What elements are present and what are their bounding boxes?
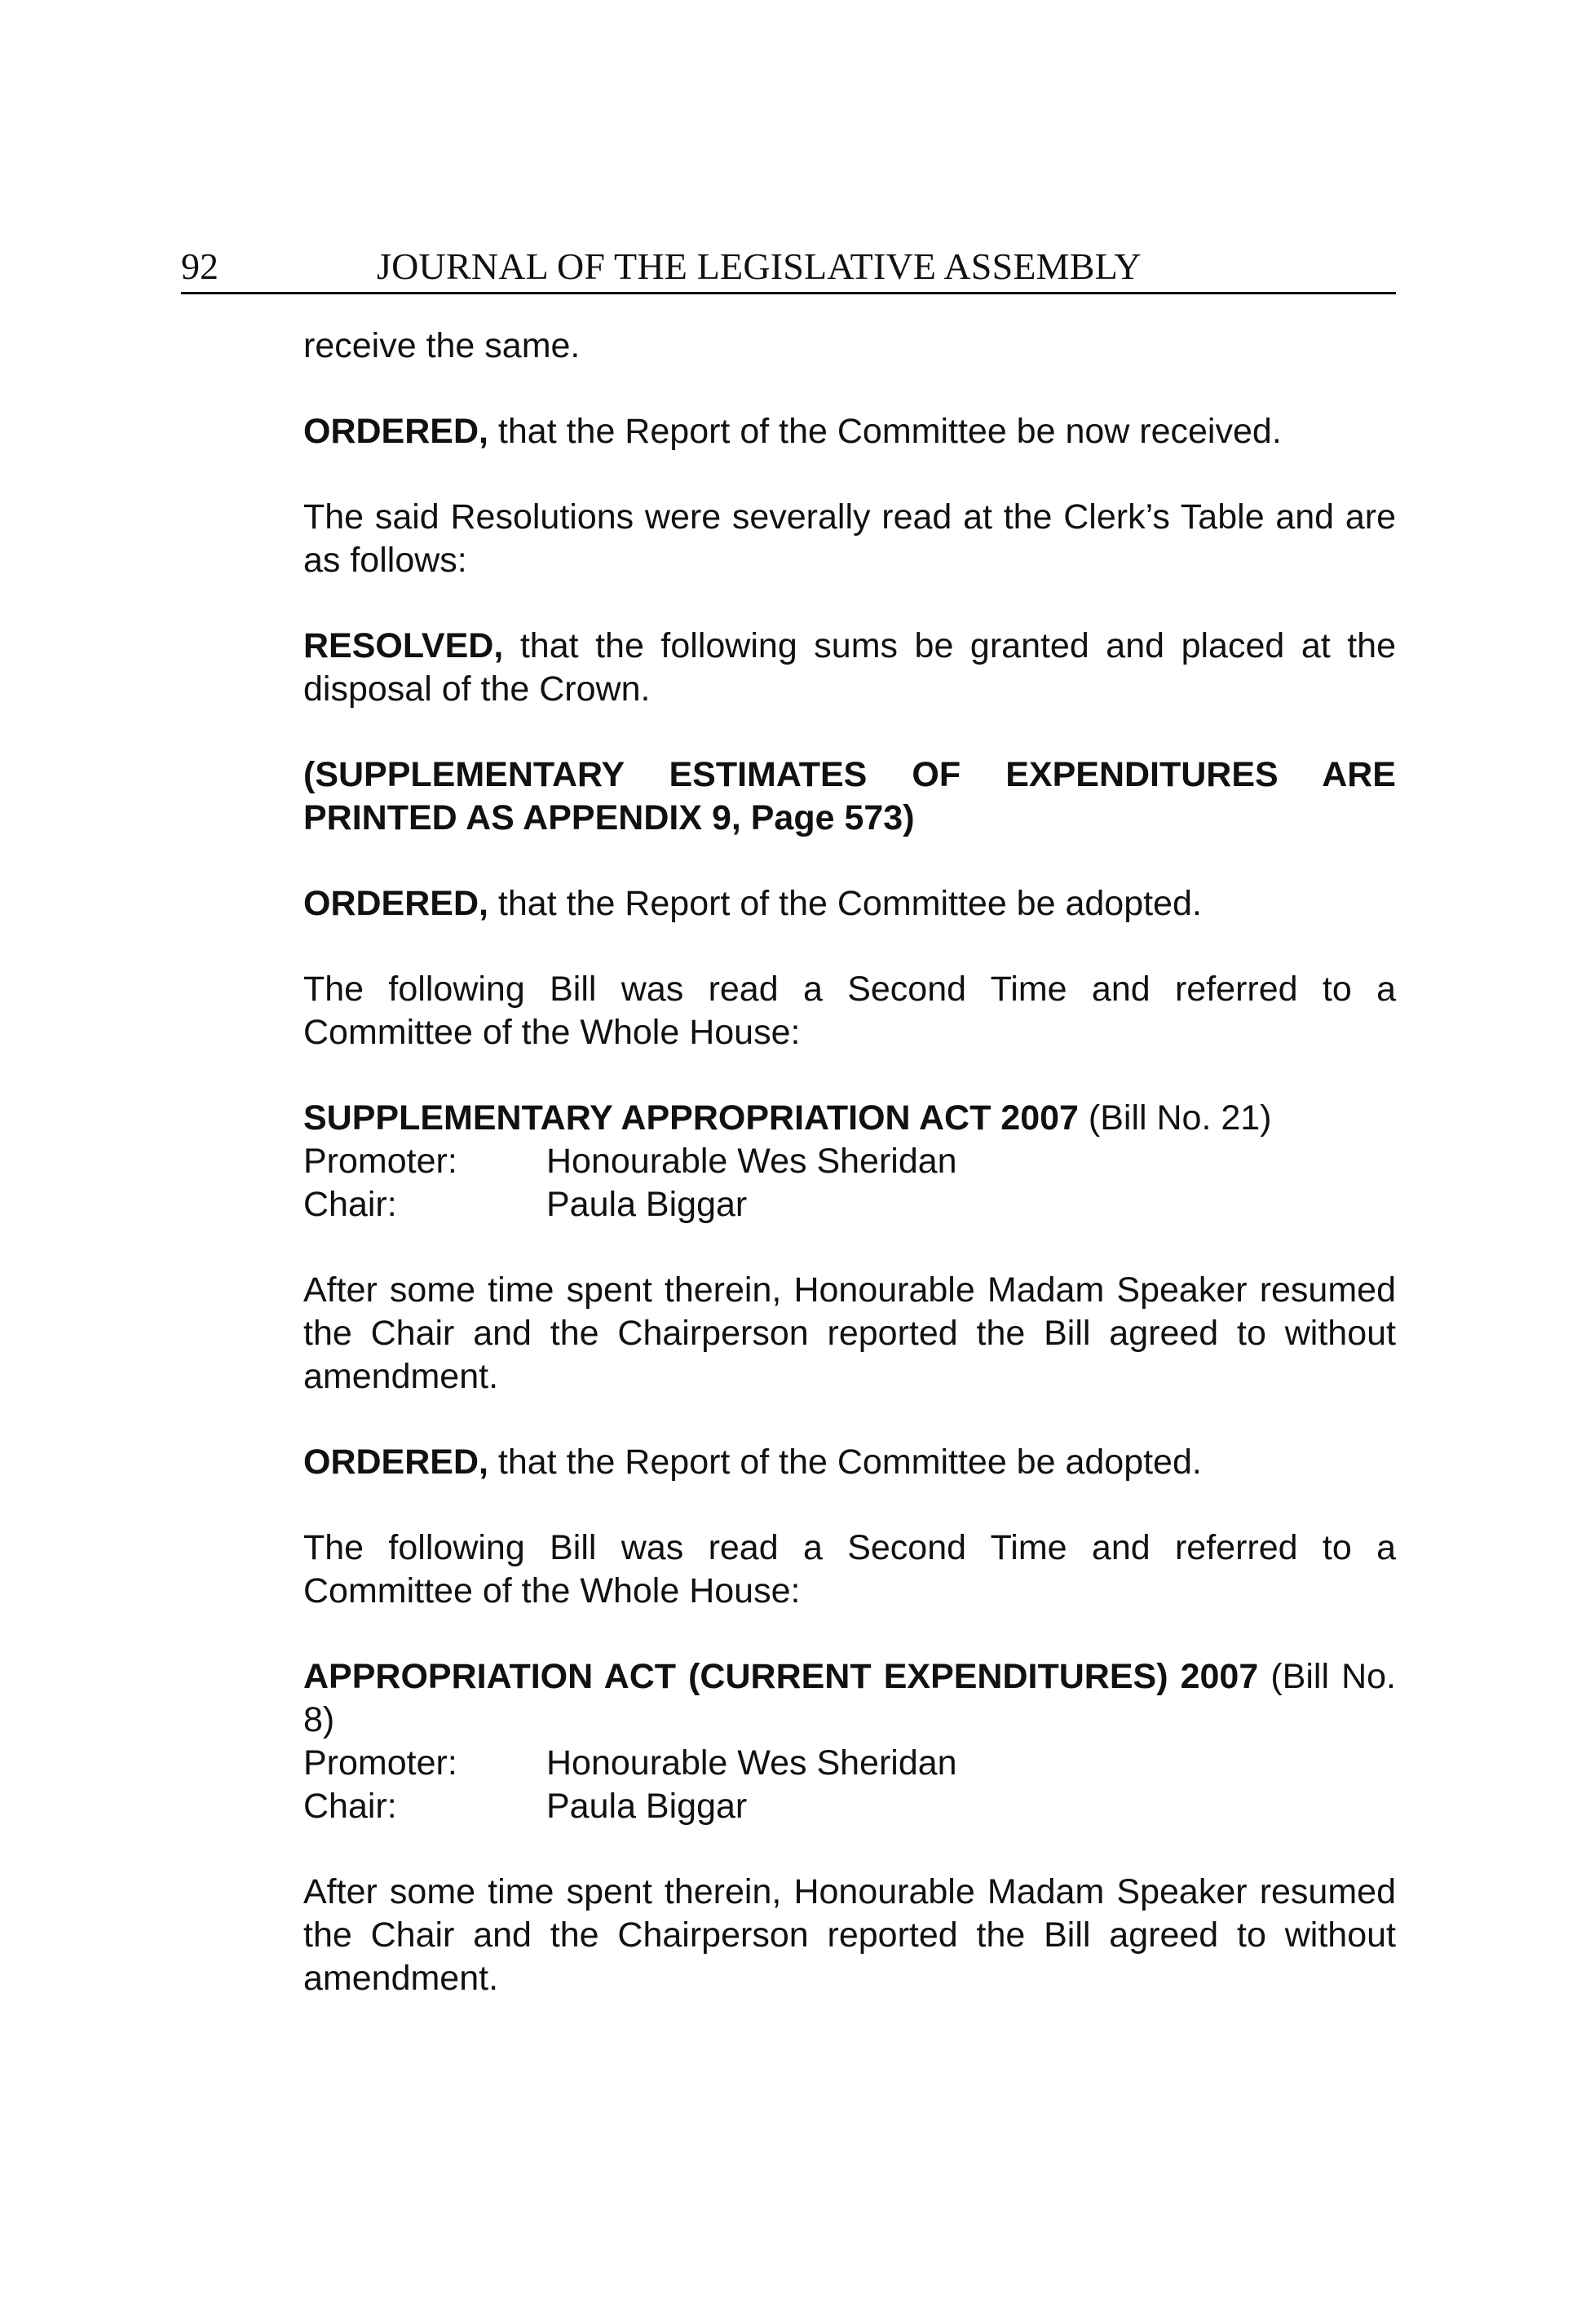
chair-name: Paula Biggar xyxy=(546,1787,748,1826)
journal-body xyxy=(303,325,1396,2043)
bill-appropriation-current xyxy=(303,1655,1396,1828)
ordered-text: that the Report of the Committee be adopted. xyxy=(488,884,1202,923)
ordered-label: ORDERED, xyxy=(303,1443,488,1482)
resolved-text: that the following sums be granted and placed at the disposal of the Crown. xyxy=(303,626,1396,709)
promoter-label: Promoter: xyxy=(303,1142,457,1181)
second-reading-1: The following Bill was read a Second Time and referred to a Committee of the Whole House: xyxy=(303,970,1396,1052)
promoter-label: Promoter: xyxy=(303,1743,457,1783)
promoter-row xyxy=(303,1140,1396,1183)
ordered-adopted-1 xyxy=(303,882,1396,926)
appendix-note-line2: PRINTED AS APPENDIX 9, Page 573) xyxy=(303,798,915,837)
ordered-label: ORDERED, xyxy=(303,412,488,451)
bill-number: (Bill No. 8) xyxy=(303,1657,1396,1739)
bill-supplementary-appropriation xyxy=(303,1097,1396,1226)
bill-title-bold: SUPPLEMENTARY APPROPRIATION ACT 2007 xyxy=(303,1098,1079,1138)
committee-report-1: After some time spent therein, Honourable Madam Speaker resumed the Chair and the Chairperson reported the Bill agreed to without amendment. xyxy=(303,1270,1396,1396)
chair-row xyxy=(303,1785,1396,1828)
promoter-row xyxy=(303,1742,1396,1785)
promoter-name: Honourable Wes Sheridan xyxy=(546,1142,957,1181)
appendix-note-line1: (SUPPLEMENTARY ESTIMATES OF EXPENDITURES ARE xyxy=(303,755,1396,794)
bill-title xyxy=(303,1655,1396,1742)
ordered-text: that the Report of the Committee be now received. xyxy=(488,412,1282,451)
appendix-note xyxy=(303,753,1396,840)
ordered-label: ORDERED, xyxy=(303,884,488,923)
committee-report-2: After some time spent therein, Honourable Madam Speaker resumed the Chair and the Chairperson reported the Bill agreed to without amendment. xyxy=(303,1872,1396,1998)
resolved-paragraph xyxy=(303,625,1396,711)
resolved-label: RESOLVED, xyxy=(303,626,504,665)
page-header xyxy=(181,241,1396,294)
ordered-adopted-2 xyxy=(303,1441,1396,1484)
chair-label: Chair: xyxy=(303,1185,397,1224)
chair-row xyxy=(303,1183,1396,1226)
bill-title-bold: APPROPRIATION ACT (CURRENT EXPENDITURES) 2007 xyxy=(303,1657,1259,1696)
page-number: 92 xyxy=(181,245,219,287)
bill-number: (Bill No. 21) xyxy=(1078,1098,1272,1138)
ordered-received xyxy=(303,410,1396,453)
bill-title xyxy=(303,1097,1396,1140)
paragraph-receive: receive the same. xyxy=(303,326,581,365)
second-reading-2: The following Bill was read a Second Time and referred to a Committee of the Whole House: xyxy=(303,1528,1396,1610)
journal-title: JOURNAL OF THE LEGISLATIVE ASSEMBLY xyxy=(377,245,1142,287)
ordered-text: that the Report of the Committee be adopted. xyxy=(488,1443,1202,1482)
paragraph-resolutions-read: The said Resolutions were severally read at the Clerk’s Table and are as follows: xyxy=(303,497,1396,580)
promoter-name: Honourable Wes Sheridan xyxy=(546,1743,957,1783)
chair-name: Paula Biggar xyxy=(546,1185,748,1224)
chair-label: Chair: xyxy=(303,1787,397,1826)
